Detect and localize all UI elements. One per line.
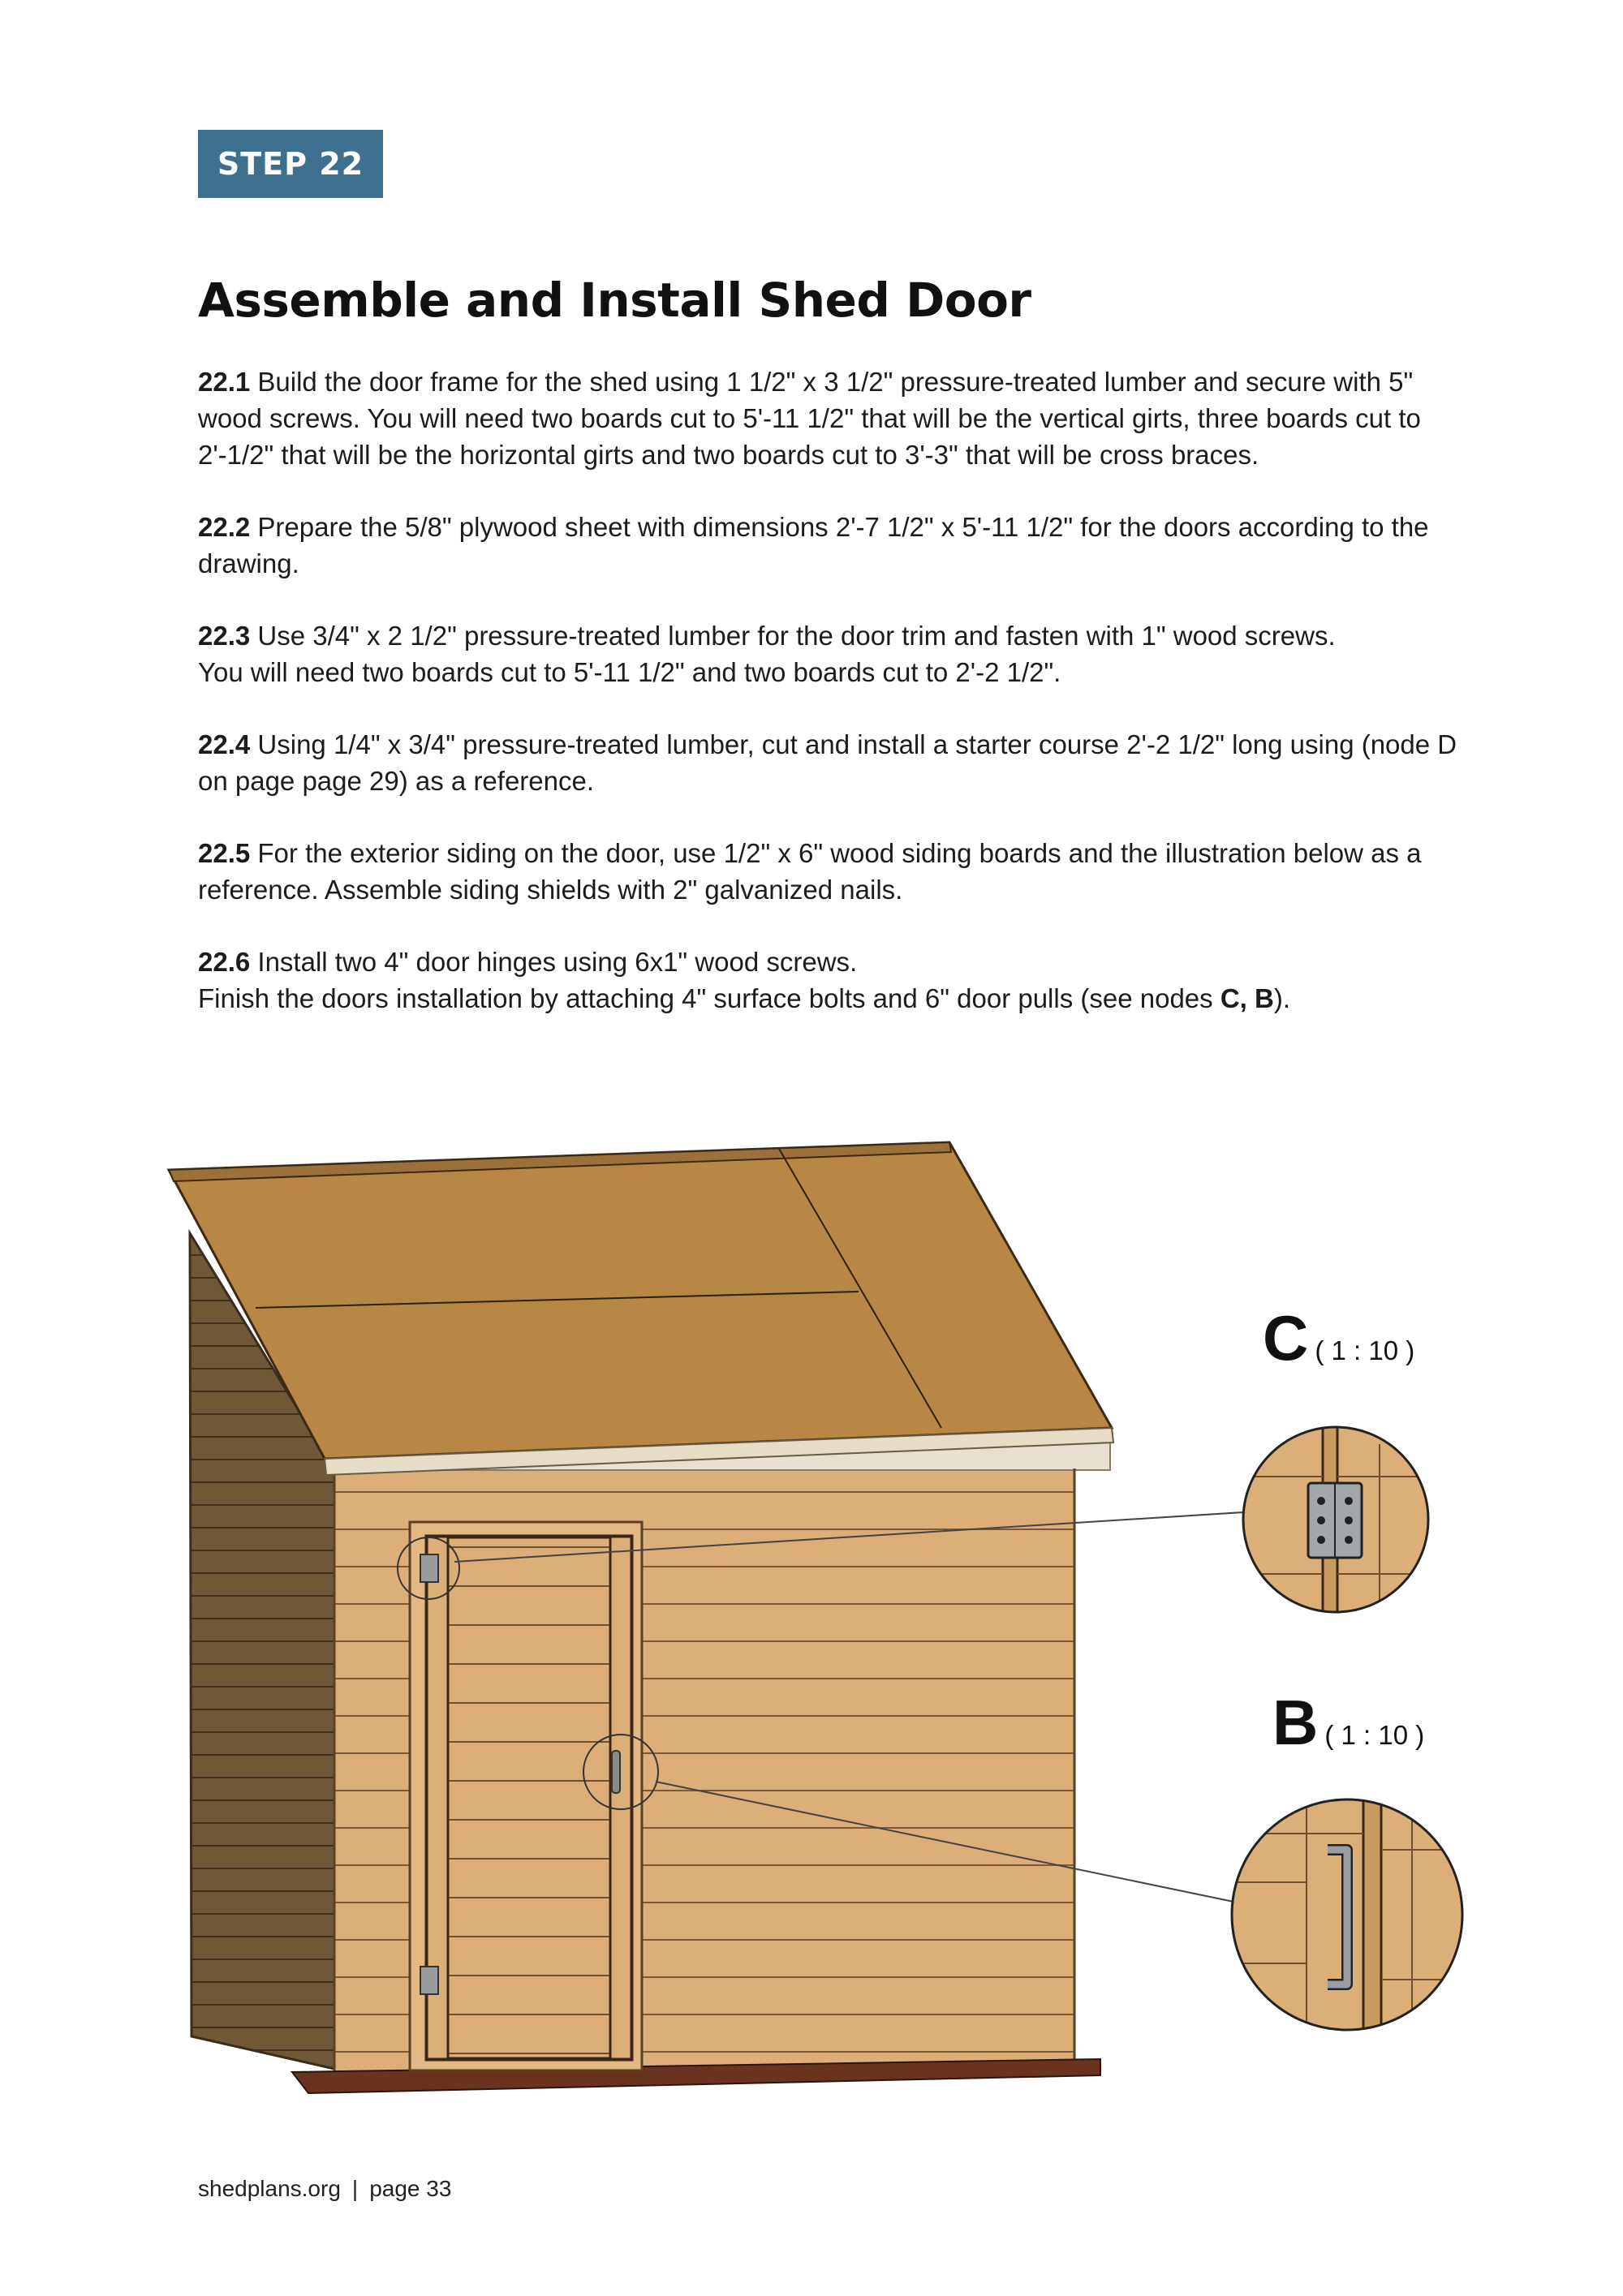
- page-footer: [198, 2176, 451, 2202]
- detail-c-letter: C: [1263, 1302, 1309, 1374]
- step-number: 22.4: [198, 729, 251, 759]
- detail-c-scale: ( 1 : 10 ): [1315, 1335, 1415, 1365]
- shed-roof: [169, 1142, 1113, 1475]
- door-pull: [612, 1751, 620, 1793]
- step-number: 22.1: [198, 367, 251, 397]
- shed-door-illustration: [0, 1120, 1623, 2118]
- paragraph-22-4: [198, 726, 1480, 799]
- step-number: 22.6: [198, 947, 251, 977]
- step-number: 22.5: [198, 838, 251, 868]
- paragraph-text-end: ).: [1273, 983, 1291, 1013]
- detail-c-label: [1263, 1302, 1415, 1374]
- door-hinge-bottom: [420, 1967, 438, 1994]
- shed-door: [410, 1522, 642, 2070]
- paragraph-text: Prepare the 5/8" plywood sheet with dimensions 2'-7 1/2" x 5'-11 1/2" for the doors according to the drawing.: [198, 512, 1429, 578]
- detail-b-view: [1217, 1793, 1477, 2036]
- step-number: 22.2: [198, 512, 251, 542]
- detail-c-view: [1233, 1420, 1444, 1631]
- step-badge: STEP 22: [198, 130, 383, 198]
- paragraph-text: For the exterior siding on the door, use 1/2" x 6" wood siding boards and the illustration below as a reference. Assemble siding shields with 2" galvanized nails.: [198, 838, 1422, 905]
- node-references: C, B: [1220, 983, 1274, 1013]
- paragraph-22-5: [198, 835, 1480, 908]
- paragraph-text-line-2: Finish the doors installation by attaching 4" surface bolts and 6" door pulls (see nodes: [198, 983, 1220, 1013]
- page-title: Assemble and Install Shed Door: [198, 273, 1031, 328]
- paragraph-text: Build the door frame for the shed using 1 1/2" x 3 1/2" pressure-treated lumber and secure with 5" wood screws. You will need two boards cut to 5'-11 1/2" that will be the vertical girts, three boards cut to 2'-1/2" that will be the horizontal girts and two boards cut to 3'-3" that will be cross braces.: [198, 367, 1421, 470]
- footer-site: shedplans.org: [198, 2176, 341, 2201]
- door-hinge-top: [420, 1554, 438, 1582]
- paragraph-22-3: [198, 617, 1480, 690]
- instructions: [198, 363, 1480, 1052]
- paragraph-22-1: [198, 363, 1480, 473]
- paragraph-22-6: [198, 944, 1480, 1017]
- paragraph-text: Use 3/4" x 2 1/2" pressure-treated lumber for the door trim and fasten with 1" wood screws.: [250, 621, 1336, 651]
- paragraph-text: Install two 4" door hinges using 6x1" wood screws.: [250, 947, 858, 977]
- paragraph-text: Using 1/4" x 3/4" pressure-treated lumber, cut and install a starter course 2'-2 1/2" long using (node D on page page 29) as a reference.: [198, 729, 1457, 796]
- paragraph-text-line-2: You will need two boards cut to 5'-11 1/2" and two boards cut to 2'-2 1/2".: [198, 657, 1061, 687]
- footer-page-number: page 33: [369, 2176, 452, 2201]
- paragraph-22-2: [198, 509, 1480, 582]
- step-number: 22.3: [198, 621, 251, 651]
- footer-separator: |: [351, 2176, 359, 2201]
- detail-b-letter: B: [1272, 1687, 1319, 1758]
- detail-b-scale: ( 1 : 10 ): [1324, 1720, 1425, 1750]
- detail-b-label: [1272, 1687, 1425, 1758]
